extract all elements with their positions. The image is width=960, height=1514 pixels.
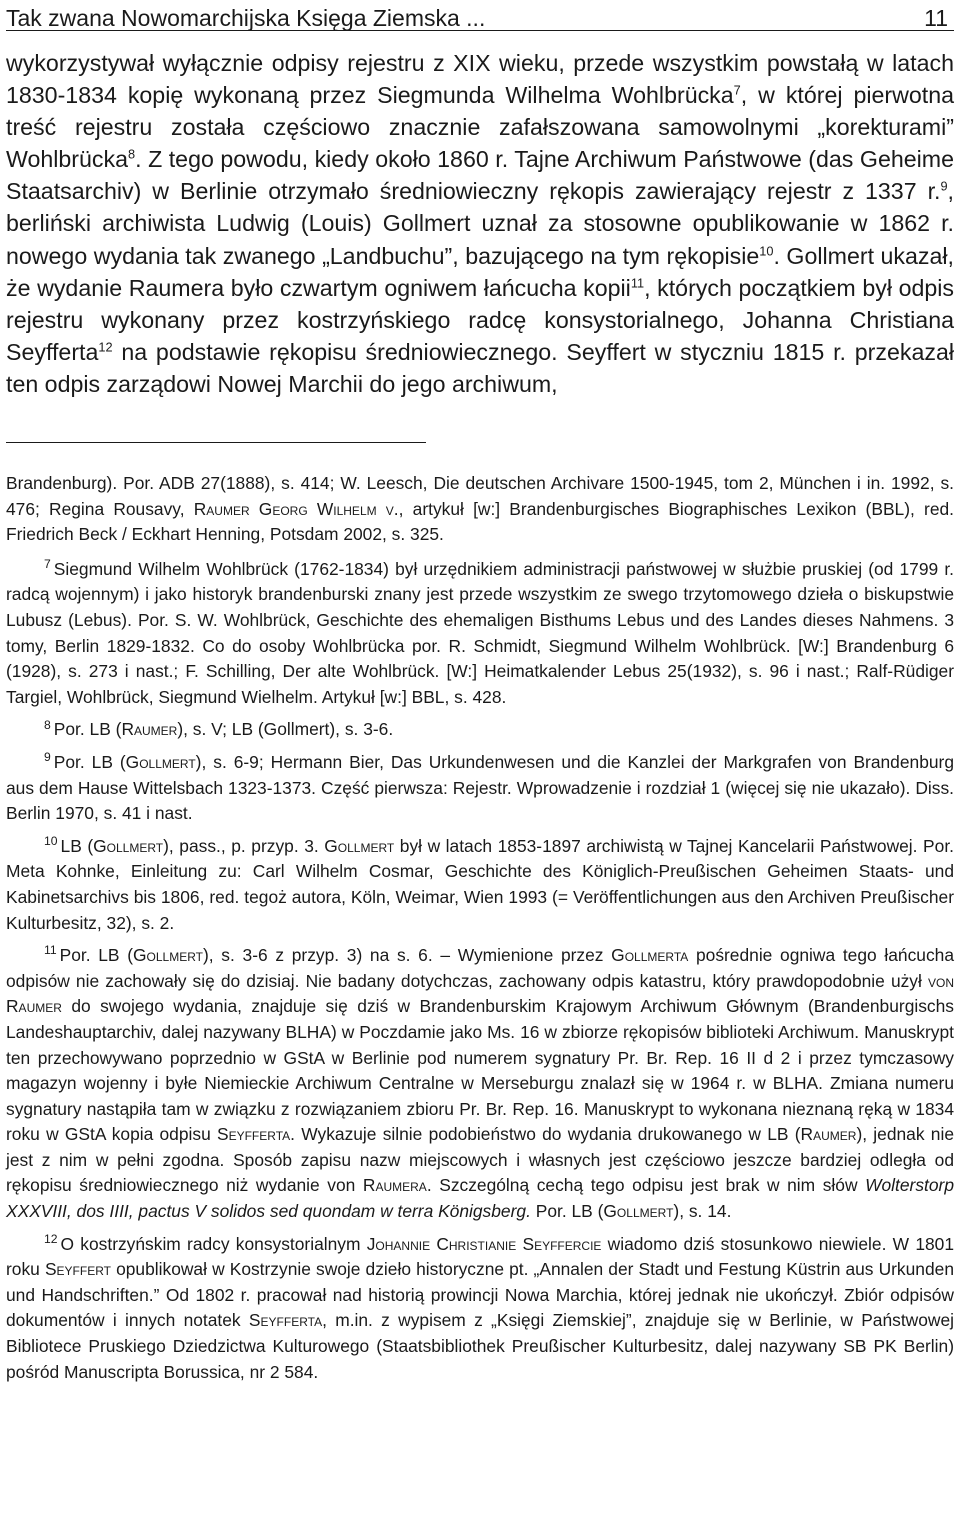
- text-span: O kostrzyńskim radcy konsystorialnym: [60, 1233, 367, 1254]
- footnote-10: [6, 834, 954, 936]
- text-span: opublikował w Kostrzynie swoje dzieło historyczne pt. „Annalen der Stadt und Festung Küstrin aus Urkunden und Handschriften.” Od 1802 r. pracował nad historią prowincji Nowa Marchia, której jednak nie ukończył. Zbiór odpisów dokumentów i innych notatek: [6, 1259, 954, 1331]
- main-paragraph: [6, 47, 954, 400]
- footnote-number: 11: [44, 943, 57, 958]
- footnote-continuation: [6, 471, 954, 548]
- running-header: [6, 0, 954, 31]
- text-span: pośrednie ogniwa tego łańcucha odpisów nie zachowały się do dzisiaj. Nie badany dotychczas, zachowany odpis katastru, który prawdopodobnie użył: [6, 945, 954, 991]
- footnote-9: [6, 750, 954, 827]
- text-span: ), s. 6-9; Hermann Bier, Das Urkundenwesen und die Kanzlei der Markgrafen von Brandenburg aus dem Hause Wittelsbach 1323-1373. Część pierwsza: Rejestr. Wprowadzenie i rozdział 1 (więcej się nie ukazało). Diss. Berlin 1970, s. 41 i nast.: [6, 751, 954, 824]
- footnote-11: [6, 943, 954, 1225]
- text-span: ), s. 14.: [673, 1201, 732, 1222]
- text-span: ), s. V; LB (Gollmert), s. 3-6.: [177, 719, 394, 740]
- text-span: . Wykazuje silnie podobieństwo do wydania drukowanego w LB (: [290, 1124, 801, 1145]
- footnote-7: [6, 557, 954, 711]
- footnote-ref-11: 11: [630, 274, 645, 290]
- small-caps-name: von Raumer: [6, 970, 954, 1017]
- footnote-number: 7: [44, 557, 51, 572]
- small-caps-name: Gollmert: [603, 1201, 674, 1222]
- text-span: Por. LB (: [53, 719, 122, 740]
- footnote-number: 10: [44, 833, 58, 848]
- text-span: wykorzystywał wyłącznie odpisy rejestru z XIX wieku, przede wszystkim powstałą w latach 1830-1834 kopię wykonaną przez Siegmunda Wilhelma Wohlbrücka: [6, 50, 954, 109]
- main-text: [6, 47, 954, 400]
- footnote-ref-7: 7: [733, 82, 741, 98]
- footnote-number: 9: [44, 750, 51, 765]
- text-span: na podstawie rękopisu średniowiecznego. Seyffert w styczniu 1815 r. przekazał ten odpis zarządowi Nowej Marchii do jego archiwum,: [6, 338, 954, 397]
- text-span: . Gollmert ukazał, że wydanie Raumera było czwartym ogniwem łańcucha kopii: [6, 242, 954, 301]
- small-caps-name: Seyfferta: [217, 1124, 291, 1145]
- text-span: wiadomo dziś stosunkowo niewiele. W 1801 roku: [6, 1233, 955, 1280]
- text-span: LB (: [60, 835, 94, 856]
- text-span: ), pass., p. przyp. 3.: [163, 835, 325, 856]
- small-caps-name: Seyffert: [44, 1259, 111, 1280]
- running-title: Tak zwana Nowomarchijska Księga Ziemska ...: [6, 5, 486, 31]
- text-span: , artykuł [w:] Brandenburgisches Biographisches Lexikon (BBL), red. Friedrich Beck / Eckhart Henning, Potsdam 2002, s. 325.: [6, 498, 954, 545]
- text-span: do swojego wydania, znajduje się dziś w Brandenburskim Krajowym Archiwum Głównym (Brandenburgischs Landeshauptarchiv, dalej nazywany BLHA) w Poczdamie jako Ms. 16 w zbiorze rękopisów biblioteki Archiwum. Manuskrypt ten przechowywano poprzednio w GStA w Berlinie pod numerem sygnatury Pr. Br. Rep. 16 II d 2 i przez tymczasowy magazyn wojenny i byłe Niemieckie Archiwum Centralne w Merseburgu znalazł się w 1964 r. w BLHA. Zmiana numeru sygnatury nastąpiła tam w związku z rozwiązaniem zbioru Pr. Br. Rep. 16. Manuskrypt to wykonana nieznaną ręką w 1834 roku w GStA kopia odpisu: [6, 996, 954, 1145]
- footnote-12: [6, 1232, 954, 1386]
- text-span: ), jednak nie jest z nim w pełni zgodna. Sposób zapisu nazw miejscowych i własnych jest częściowo jeszcze bardziej odległa od rękopisu średniowiecznego niż wydanie von: [6, 1124, 954, 1196]
- text-span: Por. LB (: [59, 945, 133, 966]
- small-caps-name: Johannie Christianie Seyffercie: [366, 1233, 602, 1254]
- footnote-number: 12: [44, 1231, 58, 1246]
- small-caps-name: Raumer Georg Wilhelm v.: [193, 498, 399, 519]
- footnote-number: 8: [44, 717, 51, 732]
- footnote-ref-8: 8: [128, 146, 136, 162]
- text-span: , m.in. z wypisem z „Księgi Ziemskiej”, znajduje się w Berlinie, w Państwowej Bibliotece Pruskiego Dziedzictwa Kulturowego (Staatsbibliothek Preußischer Kulturbesitz, dalej nazywany SB PK Berlin) pośród Manuscripta Borussica, nr 2 584.: [6, 1310, 954, 1382]
- small-caps-name: Gollmert: [133, 945, 203, 966]
- small-caps-name: Raumera: [362, 1175, 427, 1196]
- text-span: Por. LB (: [53, 751, 126, 772]
- footnote-ref-12: 12: [98, 339, 113, 355]
- text-span: był w latach 1853-1897 archiwistą w Tajnej Kancelarii Państwowej. Por. Meta Kohnke, Einleitung zu: Carl Wilhelm Cosmar, Geschichte des Königlich-Preußischen Geheimen Staats- und Kabinetsarchivs bis 1806, red. tegoż autora, Köln, Weimar, Wien 1993 (= Veröffentlichungen aus den Archiven Preußischer Kulturbesitz, 32), s. 2.: [6, 835, 954, 933]
- text-span: , berliński archiwista Ludwig (Louis) Gollmert uznał za stosowne opublikowanie w 1862 r. nowego wydania tak zwanego „Landbuchu”, bazującego na tym rękopisie: [6, 178, 954, 269]
- text-span: , których początkiem był odpis rejestru wykonany przez kostrzyńskiego radcę konsystorialnego, Johanna Christiana Seyfferta: [6, 274, 955, 365]
- footnote-8: [6, 717, 954, 743]
- text-span: . Szczególną cechą tego odpisu jest brak w nim słów: [426, 1175, 866, 1196]
- footnotes: [6, 471, 954, 1385]
- text-span: , w której pierwotna treść rejestru została częściowo znacznie zafałszowana samowolnymi „korekturami” Wohlbrücka: [6, 82, 954, 173]
- italic-quote: Wolterstorp XXXVIII, dos IIII, pactus V solidos sed quondam w terra Königsberg.: [6, 1175, 954, 1222]
- footnote-separator: [6, 442, 426, 443]
- small-caps-name: Raumer: [121, 719, 178, 740]
- small-caps-name: Raumer: [800, 1124, 857, 1145]
- text-span: Por. LB (: [530, 1201, 604, 1222]
- page-number: 11: [924, 5, 948, 31]
- text-span: ), s. 3-6 z przyp. 3) na s. 6. – Wymienione przez: [203, 945, 612, 966]
- footnote-ref-10: 10: [759, 242, 774, 258]
- small-caps-name: Gollmert: [125, 751, 196, 772]
- small-caps-name: Gollmerta: [611, 945, 689, 966]
- small-caps-name: Gollmert: [324, 835, 395, 856]
- text-span: Brandenburg). Por. ADB 27(1888), s. 414; W. Leesch, Die deutschen Archivare 1500-1945, tom 2, München i in. 1992, s. 476; Regina Rousavy,: [6, 473, 954, 519]
- text-span: . Z tego powodu, kiedy około 1860 r. Tajne Archiwum Państwowe (das Geheime Staatsarchiv) w Berlinie otrzymało średniowieczny rękopis zawierający rejestr z 1337 r.: [6, 146, 954, 205]
- small-caps-name: Seyfferta: [248, 1310, 323, 1331]
- small-caps-name: Gollmert: [93, 835, 164, 856]
- footnote-ref-9: 9: [940, 178, 948, 194]
- text-span: Siegmund Wilhelm Wohlbrück (1762-1834) był urzędnikiem administracji państwowej w służbie pruskiej (od 1799 r. radcą wojennym) i jako historyk brandenburski znany jest przede wszystkim ze swego trzytomowego dzieła o biskupstwie Lubusz (Lebus). Por. S. W. Wohlbrück, Geschichte des ehemaligen Bisthums Lebus und des Landes dieses Nahmens. 3 tomy, Berlin 1829-1832. Co do osoby Wohlbrücka por. R. Schmidt, Siegmund Wilhelm Wohlbrück. [W:] Brandenburg 6 (1928), s. 273 i nast.; F. Schilling, Der alte Wohlbrück. [W:] Heimatkalender Lebus 25(1932), s. 96 i nast.; Ralf-Rüdiger Targiel, Wohlbrück, Siegmund Wielhelm. Artykuł [w:] BBL, s. 428.: [6, 558, 954, 707]
